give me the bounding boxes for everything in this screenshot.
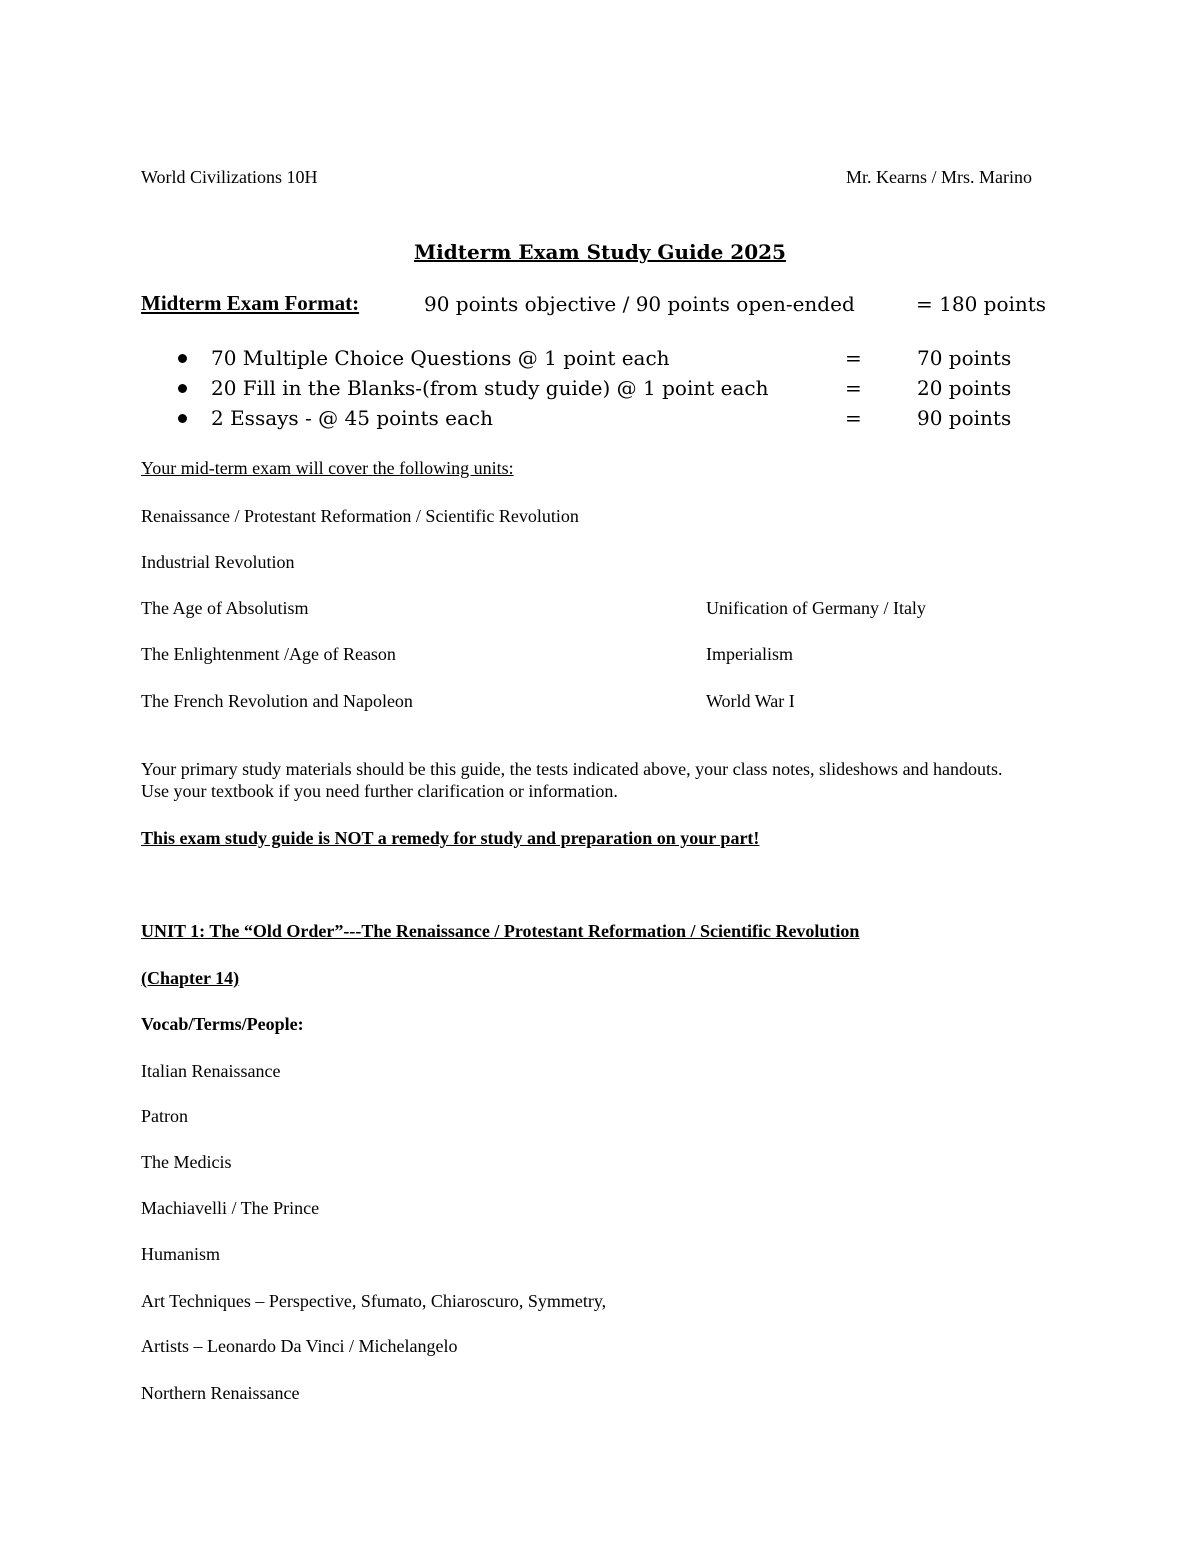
- format-item-text: 70 Multiple Choice Questions @ 1 point each: [211, 346, 670, 370]
- list-item: Northern Renaissance: [141, 1383, 300, 1403]
- teacher-names: Mr. Kearns / Mrs. Marino: [846, 167, 1032, 187]
- unit1-heading: UNIT 1: The “Old Order”---The Renaissance / Protestant Reformation / Scientific Revolution: [141, 921, 860, 941]
- vocab-label: Vocab/Terms/People:: [141, 1014, 304, 1034]
- format-item-eq: =: [845, 406, 862, 430]
- format-item-points: 20 points: [917, 376, 1012, 400]
- page-title: Midterm Exam Study Guide 2025: [414, 240, 786, 264]
- format-item-eq: =: [845, 376, 862, 400]
- list-item: Artists – Leonardo Da Vinci / Michelangelo: [141, 1336, 458, 1356]
- course-name: World Civilizations 10H: [141, 167, 318, 187]
- format-item-text: 20 Fill in the Blanks-(from study guide) @ 1 point each: [211, 376, 769, 400]
- bullet-icon: [178, 384, 187, 393]
- format-total: = 180 points: [916, 292, 1047, 316]
- unit-item: World War I: [706, 691, 795, 711]
- study-materials-paragraph: Your primary study materials should be this guide, the tests indicated above, your class notes, slideshows and handouts. Use your textbook if you need further clarification or information.: [141, 759, 1003, 801]
- unit-item: Renaissance / Protestant Reformation / Scientific Revolution: [141, 506, 579, 526]
- unit-item: The Enlightenment /Age of Reason: [141, 644, 396, 664]
- list-item: Patron: [141, 1106, 188, 1126]
- unit-item: The French Revolution and Napoleon: [141, 691, 413, 711]
- list-item: Italian Renaissance: [141, 1061, 281, 1081]
- unit-item: Imperialism: [706, 644, 793, 664]
- list-item: Machiavelli / The Prince: [141, 1198, 320, 1218]
- format-item-eq: =: [845, 346, 862, 370]
- unit1-chapter: (Chapter 14): [141, 968, 240, 988]
- format-item-points: 70 points: [917, 346, 1012, 370]
- format-label: Midterm Exam Format:: [141, 291, 360, 315]
- format-summary: 90 points objective / 90 points open-ended: [424, 292, 855, 316]
- list-item: The Medicis: [141, 1152, 232, 1172]
- bullet-icon: [178, 354, 187, 363]
- format-item-points: 90 points: [917, 406, 1012, 430]
- format-item-text: 2 Essays - @ 45 points each: [211, 406, 493, 430]
- unit-item: Industrial Revolution: [141, 552, 295, 572]
- unit-item: Unification of Germany / Italy: [706, 598, 926, 618]
- list-item: Art Techniques – Perspective, Sfumato, Chiaroscuro, Symmetry,: [141, 1291, 607, 1311]
- list-item: Humanism: [141, 1244, 220, 1264]
- bullet-icon: [178, 414, 187, 423]
- unit-item: The Age of Absolutism: [141, 598, 309, 618]
- warning-note: This exam study guide is NOT a remedy for study and preparation on your part!: [141, 828, 760, 848]
- units-intro: Your mid-term exam will cover the following units:: [141, 458, 514, 478]
